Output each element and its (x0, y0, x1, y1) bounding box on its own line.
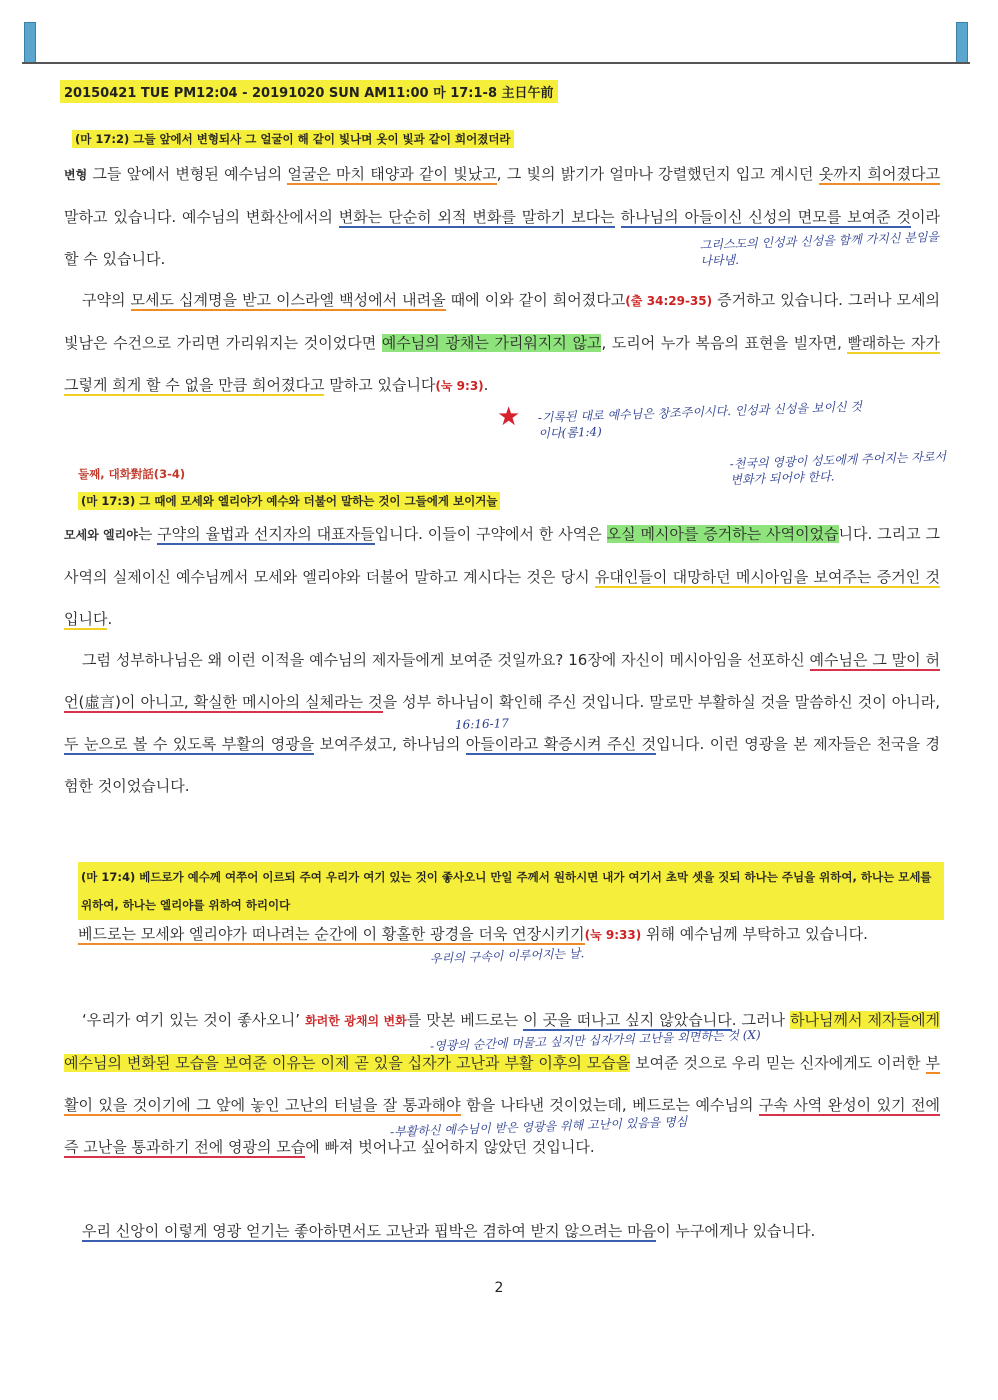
scripture-ref: (눅 9:33) (584, 928, 642, 942)
paragraph-lead: 변형 (64, 168, 88, 182)
corner-marker-left (24, 22, 36, 64)
star-mark-icon: ★ (497, 402, 521, 432)
handwritten-note-2: -기록된 대로 예수님은 창조주이시다. 인성과 신성을 보이신 것이다(롬1:4) (537, 399, 863, 441)
handwritten-note-1: 그리스도의 인성과 신성을 함께 가지신 분임을 나타냄. (699, 229, 940, 269)
paragraph-transfiguration: 변형 그들 앞에서 변형된 예수님의 얼굴은 마치 태양과 같이 빛났고, 그 빛의 밝기가 얼마나 강렬했던지 입고 계시던 옷까지 희어졌다고 말하고 있습니다. 예수님의 변화산에서의 변화는 단순히 외적 변화를 말하기 보다는 하나님의 아들이신 신성의 면모를 보여준 것이라 할 수 있습니다. (64, 165, 940, 268)
verse-quote-17-4: (마 17:4) 베드로가 예수께 여쭈어 이르되 주여 우리가 여기 있는 것이 좋사오니 만일 주께서 원하시면 내가 여기서 초막 셋을 짓되 하나는 주님을 위하여, 하나는 모세를 위하여, 하나는 엘리야를 위하여 하리이다 (78, 862, 944, 920)
paragraph-peter-reason: ‘우리가 여기 있는 것이 좋사오니’ 화려한 광채의 변화를 맛본 베드로는 이 곳을 떠나고 싶지 않았습니다. 그러나 하나님께서 제자들에게 예수님의 변화된 모습을 보여준 이유는 이제 곧 있을 십자가 고난과 부활 이후의 모습을 보여준 것으로 우리 믿는 신자에게도 이러한 부활이 있을 것이기에 그 앞에 놓인 고난의 터널을 잘 통과해야 함을 나타낸 것이었는데, 베드로는 예수님의 구속 사역 완성이 있기 전에 즉 고난을 통과하기 전에 영광의 모습에 빠져 벗어나고 싶어하지 않았던 것입니다. (64, 1011, 940, 1156)
verse-quote-17-3: (마 17:3) 그 때에 모세와 엘리야가 예수와 더불어 말하는 것이 그들에게 보이거늘 (78, 492, 500, 510)
section-title-dialogue: 둘째, 대화對話(3-4) (78, 467, 186, 481)
scripture-ref: (출 34:29-35) (625, 294, 713, 308)
paragraph-faith-glory: 우리 신앙이 이렇게 영광 얻기는 좋아하면서도 고난과 핍박은 겸하여 받지 않으려는 마음이 누구에게나 있습니다. (82, 1222, 816, 1240)
handwritten-note-3: -천국의 영광이 성도에게 주어지는 자로서 변화가 되어야 한다. (729, 449, 947, 488)
handwritten-note-4: 우리의 구속이 이루어지는 날. (429, 946, 585, 966)
paragraph-peter-request: 베드로는 모세와 엘리야가 떠나려는 순간에 이 황홀한 광경을 더욱 연장시키기(눅 9:33) 위해 예수님께 부탁하고 있습니다. (78, 925, 868, 943)
page-number: 2 (494, 1280, 504, 1296)
corner-marker-right (956, 22, 968, 64)
handwritten-note-6: -부활하신 예수님이 받은 영광을 위해 고난이 있음을 명심 (389, 1114, 688, 1140)
handwritten-note-ref: 16:16-17 (454, 716, 510, 732)
paragraph-lead: 모세와 엘리야 (64, 528, 138, 542)
paragraph-moses-glory: 구약의 모세도 십계명을 받고 이스라엘 백성에서 내려올 때에 이와 같이 희어졌다고(출 34:29-35) 증거하고 있습니다. 그러나 모세의 빛남은 수건으로 가리면 가리워지는 것이었다면 예수님의 광채는 가리워지지 않고, 도리어 누가 복음의 표현을 빌자면, 빨래하는 자가 그렇게 희게 할 수 없을 만큼 희어졌다고 말하고 있습니다(눅 9:3). (64, 291, 940, 394)
verse-quote-17-2: (마 17:2) 그들 앞에서 변형되사 그 얼굴이 해 같이 빛나며 옷이 빛과 같이 희어졌더라 (72, 130, 514, 148)
sermon-date-header: 20150421 TUE PM12:04 - 20191020 SUN AM11:00 마 17:1-8 主日午前 (60, 80, 558, 103)
header-rule (22, 62, 970, 64)
paragraph-why-miracle: 그럼 성부하나님은 왜 이런 이적을 예수님의 제자들에게 보여준 것일까요? 16장에 자신이 메시아임을 선포하신 예수님은 그 말이 허언(虛言)이 아니고, 확실한 메시아의 실체라는 것을 성부 하나님이 확인해 주신 것입니다. 말로만 부활하실 것을 말씀하신 것이 아니라, 두 눈으로 볼 수 있도록 부활의 영광을 보여주셨고, 하나님의 아들이라고 확증시켜 주신 것입니다. 이런 영광을 본 제자들은 천국을 경험한 것이었습니다. (64, 651, 940, 795)
scripture-ref: (눅 9:3) (435, 379, 484, 393)
paragraph-moses-elijah: 모세와 엘리야는 구약의 율법과 선지자의 대표자들입니다. 이들이 구약에서 한 사역은 오실 메시아를 증거하는 사역이었습니다. 그리고 그 사역의 실제이신 예수님께서 모세와 엘리야와 더불어 말하고 계시다는 것은 당시 유대인들이 대망하던 메시아임을 보여주는 증거인 것입니다. (64, 525, 941, 628)
handwritten-note-5: -영광의 순간에 머물고 싶지만 십자가의 고난을 외면하는 것 (X) (429, 1027, 761, 1054)
